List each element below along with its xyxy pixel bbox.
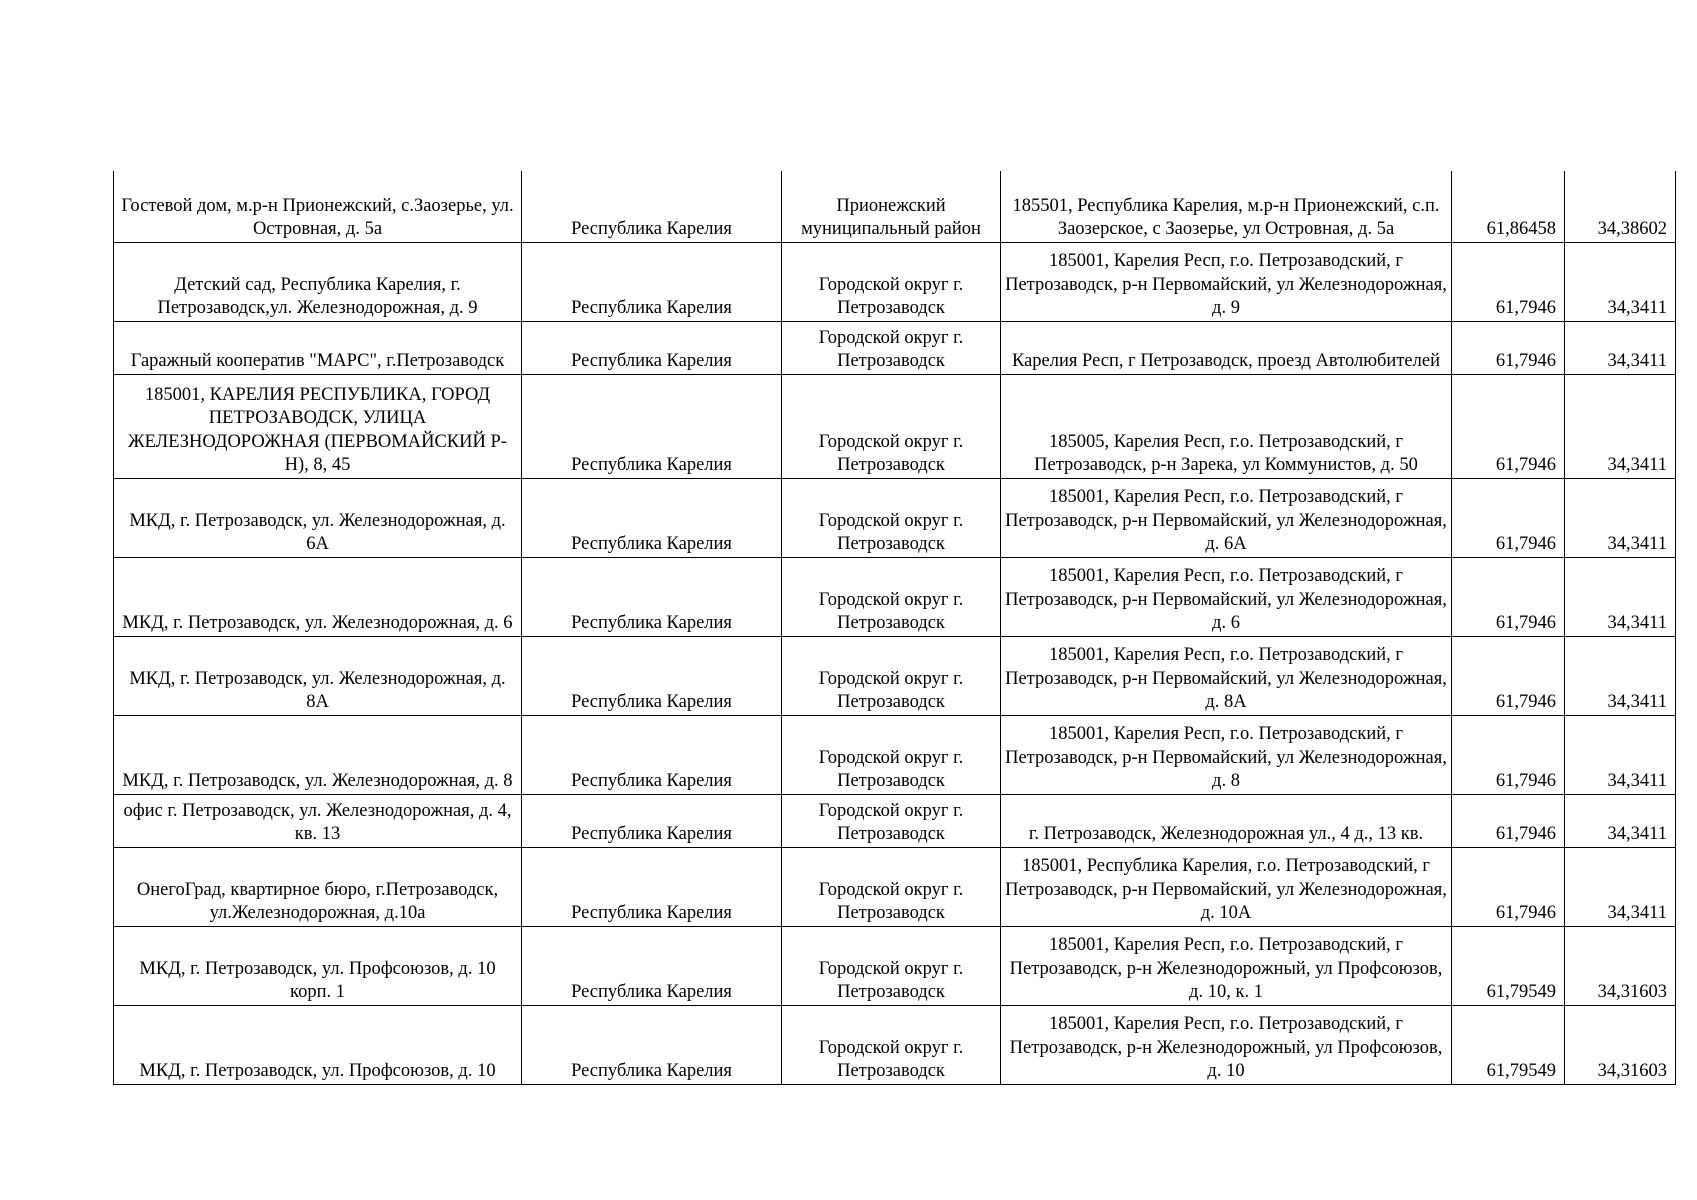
address-cell: 185501, Республика Карелия, м.р-н Прионежский, с.п. Заозерское, с Заозерье, ул Островная, д. 5а (1001, 171, 1452, 242)
longitude-cell: 34,3411 (1565, 636, 1676, 715)
address-cell: 185001, Карелия Респ, г.о. Петрозаводский, г Петрозаводск, р-н Первомайский, ул Железнодорожная, д. 9 (1001, 242, 1452, 321)
district-cell: Городской округ г. Петрозаводск (782, 478, 1001, 557)
district-cell: Городской округ г. Петрозаводск (782, 242, 1001, 321)
region-cell: Республика Карелия (522, 557, 782, 636)
district-cell: Городской округ г. Петрозаводск (782, 926, 1001, 1005)
address-cell: 185001, Карелия Респ, г.о. Петрозаводский, г Петрозаводск, р-н Железнодорожный, ул Профсоюзов, д. 10, к. 1 (1001, 926, 1452, 1005)
address-cell: 185001, Карелия Респ, г.о. Петрозаводский, г Петрозаводск, р-н Первомайский, ул Железнодорожная, д. 6А (1001, 478, 1452, 557)
latitude-cell: 61,86458 (1452, 171, 1565, 242)
table-row (114, 1005, 1676, 1084)
region-cell: Республика Карелия (522, 478, 782, 557)
district-cell: Городской округ г. Петрозаводск (782, 715, 1001, 794)
longitude-cell: 34,38602 (1565, 171, 1676, 242)
object-name-cell: МКД, г. Петрозаводск, ул. Железнодорожная, д. 6А (114, 478, 522, 557)
latitude-cell: 61,7946 (1452, 478, 1565, 557)
latitude-cell: 61,79549 (1452, 926, 1565, 1005)
address-cell: 185001, Республика Карелия, г.о. Петрозаводский, г Петрозаводск, р-н Первомайский, ул Железнодорожная, д. 10А (1001, 847, 1452, 926)
region-cell: Республика Карелия (522, 636, 782, 715)
table-row (114, 557, 1676, 636)
object-name-cell: Гостевой дом, м.р-н Прионежский, с.Заозерье, ул. Островная, д. 5а (114, 171, 522, 242)
district-cell: Городской округ г. Петрозаводск (782, 1005, 1001, 1084)
table-row (114, 478, 1676, 557)
latitude-cell: 61,7946 (1452, 794, 1565, 847)
longitude-cell: 34,31603 (1565, 1005, 1676, 1084)
longitude-cell: 34,3411 (1565, 374, 1676, 478)
region-cell: Республика Карелия (522, 794, 782, 847)
address-cell: 185001, Карелия Респ, г.о. Петрозаводский, г Петрозаводск, р-н Железнодорожный, ул Профсоюзов, д. 10 (1001, 1005, 1452, 1084)
address-cell: 185005, Карелия Респ, г.о. Петрозаводский, г Петрозаводск, р-н Зарека, ул Коммунистов, д. 50 (1001, 374, 1452, 478)
address-cell: Карелия Респ, г Петрозаводск, проезд Автолюбителей (1001, 321, 1452, 374)
district-cell: Городской округ г. Петрозаводск (782, 374, 1001, 478)
address-cell: 185001, Карелия Респ, г.о. Петрозаводский, г Петрозаводск, р-н Первомайский, ул Железнодорожная, д. 8А (1001, 636, 1452, 715)
object-name-cell: МКД, г. Петрозаводск, ул. Профсоюзов, д. 10 корп. 1 (114, 926, 522, 1005)
object-name-cell: МКД, г. Петрозаводск, ул. Профсоюзов, д. 10 (114, 1005, 522, 1084)
region-cell: Республика Карелия (522, 171, 782, 242)
table-row (114, 926, 1676, 1005)
table-row (114, 847, 1676, 926)
region-cell: Республика Карелия (522, 715, 782, 794)
region-cell: Республика Карелия (522, 926, 782, 1005)
object-name-cell: МКД, г. Петрозаводск, ул. Железнодорожная, д. 6 (114, 557, 522, 636)
latitude-cell: 61,7946 (1452, 242, 1565, 321)
latitude-cell: 61,7946 (1452, 715, 1565, 794)
object-name-cell: офис г. Петрозаводск, ул. Железнодорожная, д. 4, кв. 13 (114, 794, 522, 847)
addresses-table (113, 171, 1676, 1085)
table-row (114, 715, 1676, 794)
district-cell: Городской округ г. Петрозаводск (782, 636, 1001, 715)
district-cell: Городской округ г. Петрозаводск (782, 847, 1001, 926)
object-name-cell: МКД, г. Петрозаводск, ул. Железнодорожная, д. 8А (114, 636, 522, 715)
latitude-cell: 61,7946 (1452, 374, 1565, 478)
region-cell: Республика Карелия (522, 1005, 782, 1084)
district-cell: Прионежский муниципальный район (782, 171, 1001, 242)
latitude-cell: 61,7946 (1452, 321, 1565, 374)
address-cell: г. Петрозаводск, Железнодорожная ул., 4 д., 13 кв. (1001, 794, 1452, 847)
longitude-cell: 34,3411 (1565, 715, 1676, 794)
longitude-cell: 34,3411 (1565, 794, 1676, 847)
latitude-cell: 61,7946 (1452, 636, 1565, 715)
table-row (114, 794, 1676, 847)
district-cell: Городской округ г. Петрозаводск (782, 321, 1001, 374)
object-name-cell: Детский сад, Республика Карелия, г. Петрозаводск,ул. Железнодорожная, д. 9 (114, 242, 522, 321)
longitude-cell: 34,3411 (1565, 478, 1676, 557)
object-name-cell: МКД, г. Петрозаводск, ул. Железнодорожная, д. 8 (114, 715, 522, 794)
object-name-cell: 185001, КАРЕЛИЯ РЕСПУБЛИКА, ГОРОД ПЕТРОЗАВОДСК, УЛИЦА ЖЕЛЕЗНОДОРОЖНАЯ (ПЕРВОМАЙСКИЙ Р-Н), 8, 45 (114, 374, 522, 478)
region-cell: Республика Карелия (522, 374, 782, 478)
region-cell: Республика Карелия (522, 242, 782, 321)
longitude-cell: 34,3411 (1565, 847, 1676, 926)
table-row (114, 171, 1676, 242)
latitude-cell: 61,7946 (1452, 557, 1565, 636)
table-row (114, 374, 1676, 478)
longitude-cell: 34,3411 (1565, 557, 1676, 636)
district-cell: Городской округ г. Петрозаводск (782, 557, 1001, 636)
region-cell: Республика Карелия (522, 321, 782, 374)
address-cell: 185001, Карелия Респ, г.о. Петрозаводский, г Петрозаводск, р-н Первомайский, ул Железнодорожная, д. 6 (1001, 557, 1452, 636)
latitude-cell: 61,79549 (1452, 1005, 1565, 1084)
latitude-cell: 61,7946 (1452, 847, 1565, 926)
longitude-cell: 34,3411 (1565, 242, 1676, 321)
district-cell: Городской округ г. Петрозаводск (782, 794, 1001, 847)
longitude-cell: 34,31603 (1565, 926, 1676, 1005)
object-name-cell: ОнегоГрад, квартирное бюро, г.Петрозаводск, ул.Железнодорожная, д.10а (114, 847, 522, 926)
object-name-cell: Гаражный кооператив "МАРС", г.Петрозаводск (114, 321, 522, 374)
region-cell: Республика Карелия (522, 847, 782, 926)
longitude-cell: 34,3411 (1565, 321, 1676, 374)
address-cell: 185001, Карелия Респ, г.о. Петрозаводский, г Петрозаводск, р-н Первомайский, ул Железнодорожная, д. 8 (1001, 715, 1452, 794)
table-row (114, 321, 1676, 374)
table-row (114, 242, 1676, 321)
table-row (114, 636, 1676, 715)
